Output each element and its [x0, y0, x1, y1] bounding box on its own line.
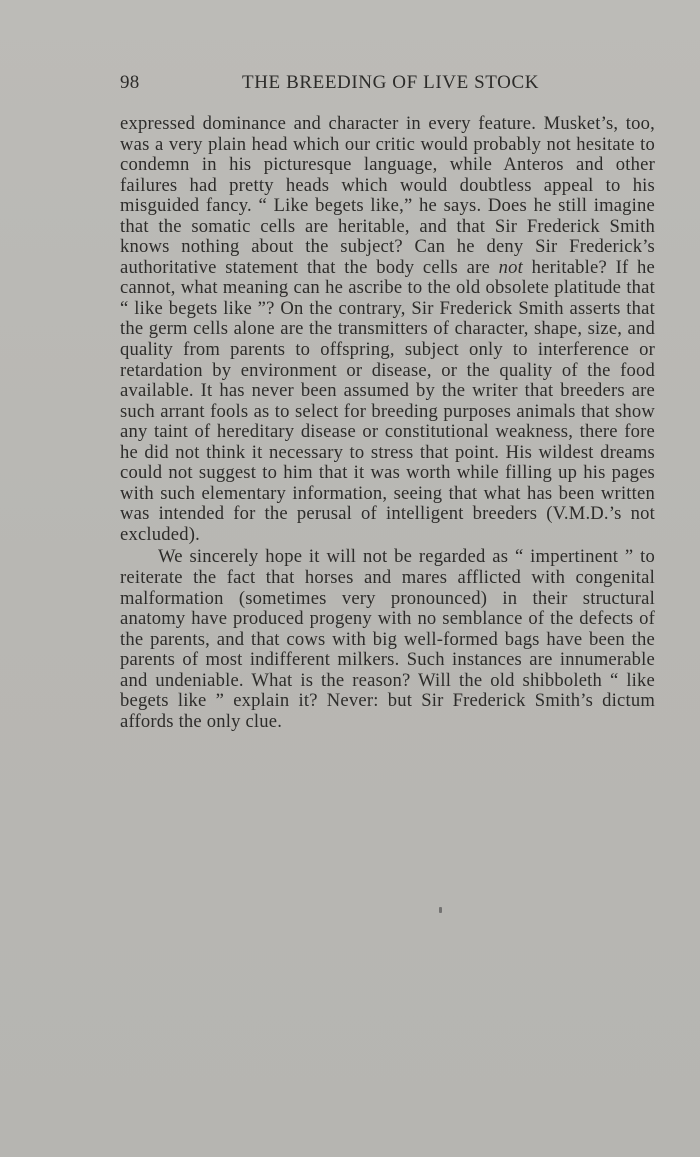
page-number: 98 — [120, 72, 140, 93]
paragraph-2: We sincerely hope it will not be regarded as “ impertinent ” to reiterate the fact that horses and mares afflicted with congenital malformation (sometimes very pronounced) in their structural anatomy have produced progeny with no semblance of the defects of the parents, and that cows with big well-formed bags have been the parents of most indifferent milkers. Such instances are innumerable and undeniable. What is the reason? Will the old shibboleth “ like begets like ” explain it? Never: but Sir Frederick Smith’s dictum affords the only clue. — [120, 546, 655, 732]
paragraph-1 — [120, 114, 655, 545]
print-speck — [439, 907, 442, 913]
running-title: THE BREEDING OF LIVE STOCK — [242, 72, 540, 93]
emphasis-not: not — [498, 256, 523, 278]
paragraph-1-text-b: heritable? If he cannot, what meaning can he ascribe to the old obsolete platitude that “ like begets like ”? On the contrary, Sir Frederick Smith asserts that the germ cells alone are the transmitters of character, shape, size, and quality from parents to offspring, subject only to interference or retardation by environment or disease, or the quality of the food available. It has never been assumed by the writer that breeders are such arrant fools as to select for breeding purposes animals that show any taint of hereditary disease or constitutional weakness, there fore he did not think it necessary to stress that point. His wildest dreams could not suggest to him that it was worth while filling up his pages with such elementary information, seeing that what has been written was intended for the perusal of intelligent breeders (V.M.D.’s not excluded). — [120, 256, 655, 545]
page-header — [120, 72, 655, 98]
paragraph-1-text-a: expressed dominance and character in every feature. Musket’s, too, was a very plain head which our critic would probably not hesitate to condemn in his picturesque language, while Anteros and other failures had pretty heads which would doubtless appeal to his misguided fancy. “ Like begets like,” he says. Does he still imagine that the somatic cells are heritable, and that Sir Frederick Smith knows nothing about the subject? Can he deny Sir Frederick’s authoritative statement that the body cells are — [120, 113, 655, 278]
body-text — [120, 114, 655, 732]
